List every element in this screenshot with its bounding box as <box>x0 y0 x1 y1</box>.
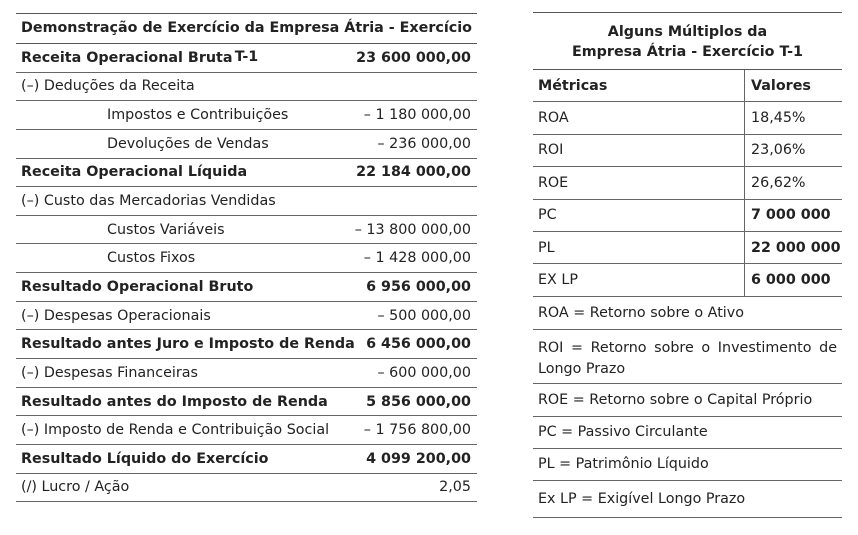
table-row <box>16 130 477 159</box>
row-value: – 236 000,00 <box>377 135 471 152</box>
row-value: 23 600 000,00 <box>356 49 471 66</box>
metric-value: 26,62% <box>751 174 806 191</box>
value-column-header: Valores <box>751 77 811 94</box>
table-row <box>16 445 477 474</box>
income-statement-table <box>16 13 477 502</box>
row-label: Resultado antes Juro e Imposto de Renda <box>21 336 355 353</box>
row-label: (/) Lucro / Ação <box>21 479 130 496</box>
row-label: (–) Despesas Financeiras <box>21 364 198 381</box>
row-label: (–) Deduções da Receita <box>21 78 195 95</box>
table-row <box>16 159 477 188</box>
multiples-title-line2: Empresa Átria - Exercício T-1 <box>572 44 803 60</box>
metric-row <box>533 200 842 232</box>
row-label: (–) Despesas Operacionais <box>21 307 211 324</box>
definition-row: ROA = Retorno sobre o Ativo <box>533 297 842 330</box>
table-row <box>16 101 477 130</box>
multiples-title-line1: Alguns Múltiplos da <box>607 24 768 40</box>
metric-name: EX LP <box>533 264 745 295</box>
metric-value: 18,45% <box>751 110 806 127</box>
row-value: – 1 180 000,00 <box>363 107 471 124</box>
row-value: 6 456 000,00 <box>366 336 471 353</box>
metric-row <box>533 167 842 199</box>
table-row <box>16 388 477 417</box>
metric-name: PL <box>533 232 745 263</box>
row-label: Receita Operacional Líquida <box>21 164 248 181</box>
metric-value: 6 000 000 <box>751 272 831 289</box>
row-value: – 600 000,00 <box>377 364 471 381</box>
table-row <box>16 244 477 273</box>
multiples-header-row <box>533 70 842 102</box>
definition-row: ROI = Retorno sobre o Investimento de Longo Prazo <box>533 330 842 384</box>
row-label: Custos Variáveis <box>107 221 225 238</box>
metric-row <box>533 264 842 296</box>
definition-row: PL = Patrimônio Líquido <box>533 449 842 481</box>
row-label: Resultado antes do Imposto de Renda <box>21 393 328 410</box>
row-value: – 500 000,00 <box>377 307 471 324</box>
table-row <box>16 216 477 245</box>
row-label: Custos Fixos <box>107 250 196 267</box>
row-label: Receita Operacional Bruta <box>21 49 233 66</box>
table-row <box>16 273 477 302</box>
definition-row: Ex LP = Exigível Longo Prazo <box>533 481 842 518</box>
metric-row <box>533 102 842 134</box>
row-value: 5 856 000,00 <box>366 393 471 410</box>
row-value: – 13 800 000,00 <box>354 221 471 238</box>
metric-row <box>533 135 842 167</box>
definition-row: ROE = Retorno sobre o Capital Próprio <box>533 384 842 417</box>
row-value: 4 099 200,00 <box>366 450 471 467</box>
multiples-title <box>533 13 842 70</box>
row-label: (–) Imposto de Renda e Contribuição Social <box>21 422 330 439</box>
metric-name: ROE <box>533 167 745 198</box>
table-row <box>16 474 477 503</box>
metric-value: 22 000 000 <box>751 239 841 256</box>
metric-name: PC <box>533 200 745 231</box>
income-statement-title: Demonstração de Exercício da Empresa Átria - Exercício T-1 <box>16 14 477 44</box>
row-value: – 1 428 000,00 <box>363 250 471 267</box>
table-row <box>16 73 477 102</box>
row-label: Impostos e Contribuições <box>107 107 289 124</box>
row-value: 2,05 <box>439 479 471 496</box>
row-label: (–) Custo das Mercadorias Vendidas <box>21 193 276 210</box>
table-row <box>16 416 477 445</box>
metric-name: ROA <box>533 102 745 133</box>
definition-row: PC = Passivo Circulante <box>533 417 842 449</box>
row-label: Resultado Líquido do Exercício <box>21 450 269 467</box>
metric-value: 23,06% <box>751 142 806 159</box>
row-label: Resultado Operacional Bruto <box>21 278 254 295</box>
row-value: 22 184 000,00 <box>356 164 471 181</box>
table-row <box>16 330 477 359</box>
table-row <box>16 187 477 216</box>
row-label: Devoluções de Vendas <box>107 135 269 152</box>
table-row <box>16 302 477 331</box>
metric-row <box>533 232 842 264</box>
row-value: 6 956 000,00 <box>366 278 471 295</box>
table-row <box>16 359 477 388</box>
metric-column-header: Métricas <box>533 70 745 101</box>
metric-value: 7 000 000 <box>751 207 831 224</box>
metric-name: ROI <box>533 135 745 166</box>
multiples-table <box>533 12 842 518</box>
row-value: – 1 756 800,00 <box>363 422 471 439</box>
